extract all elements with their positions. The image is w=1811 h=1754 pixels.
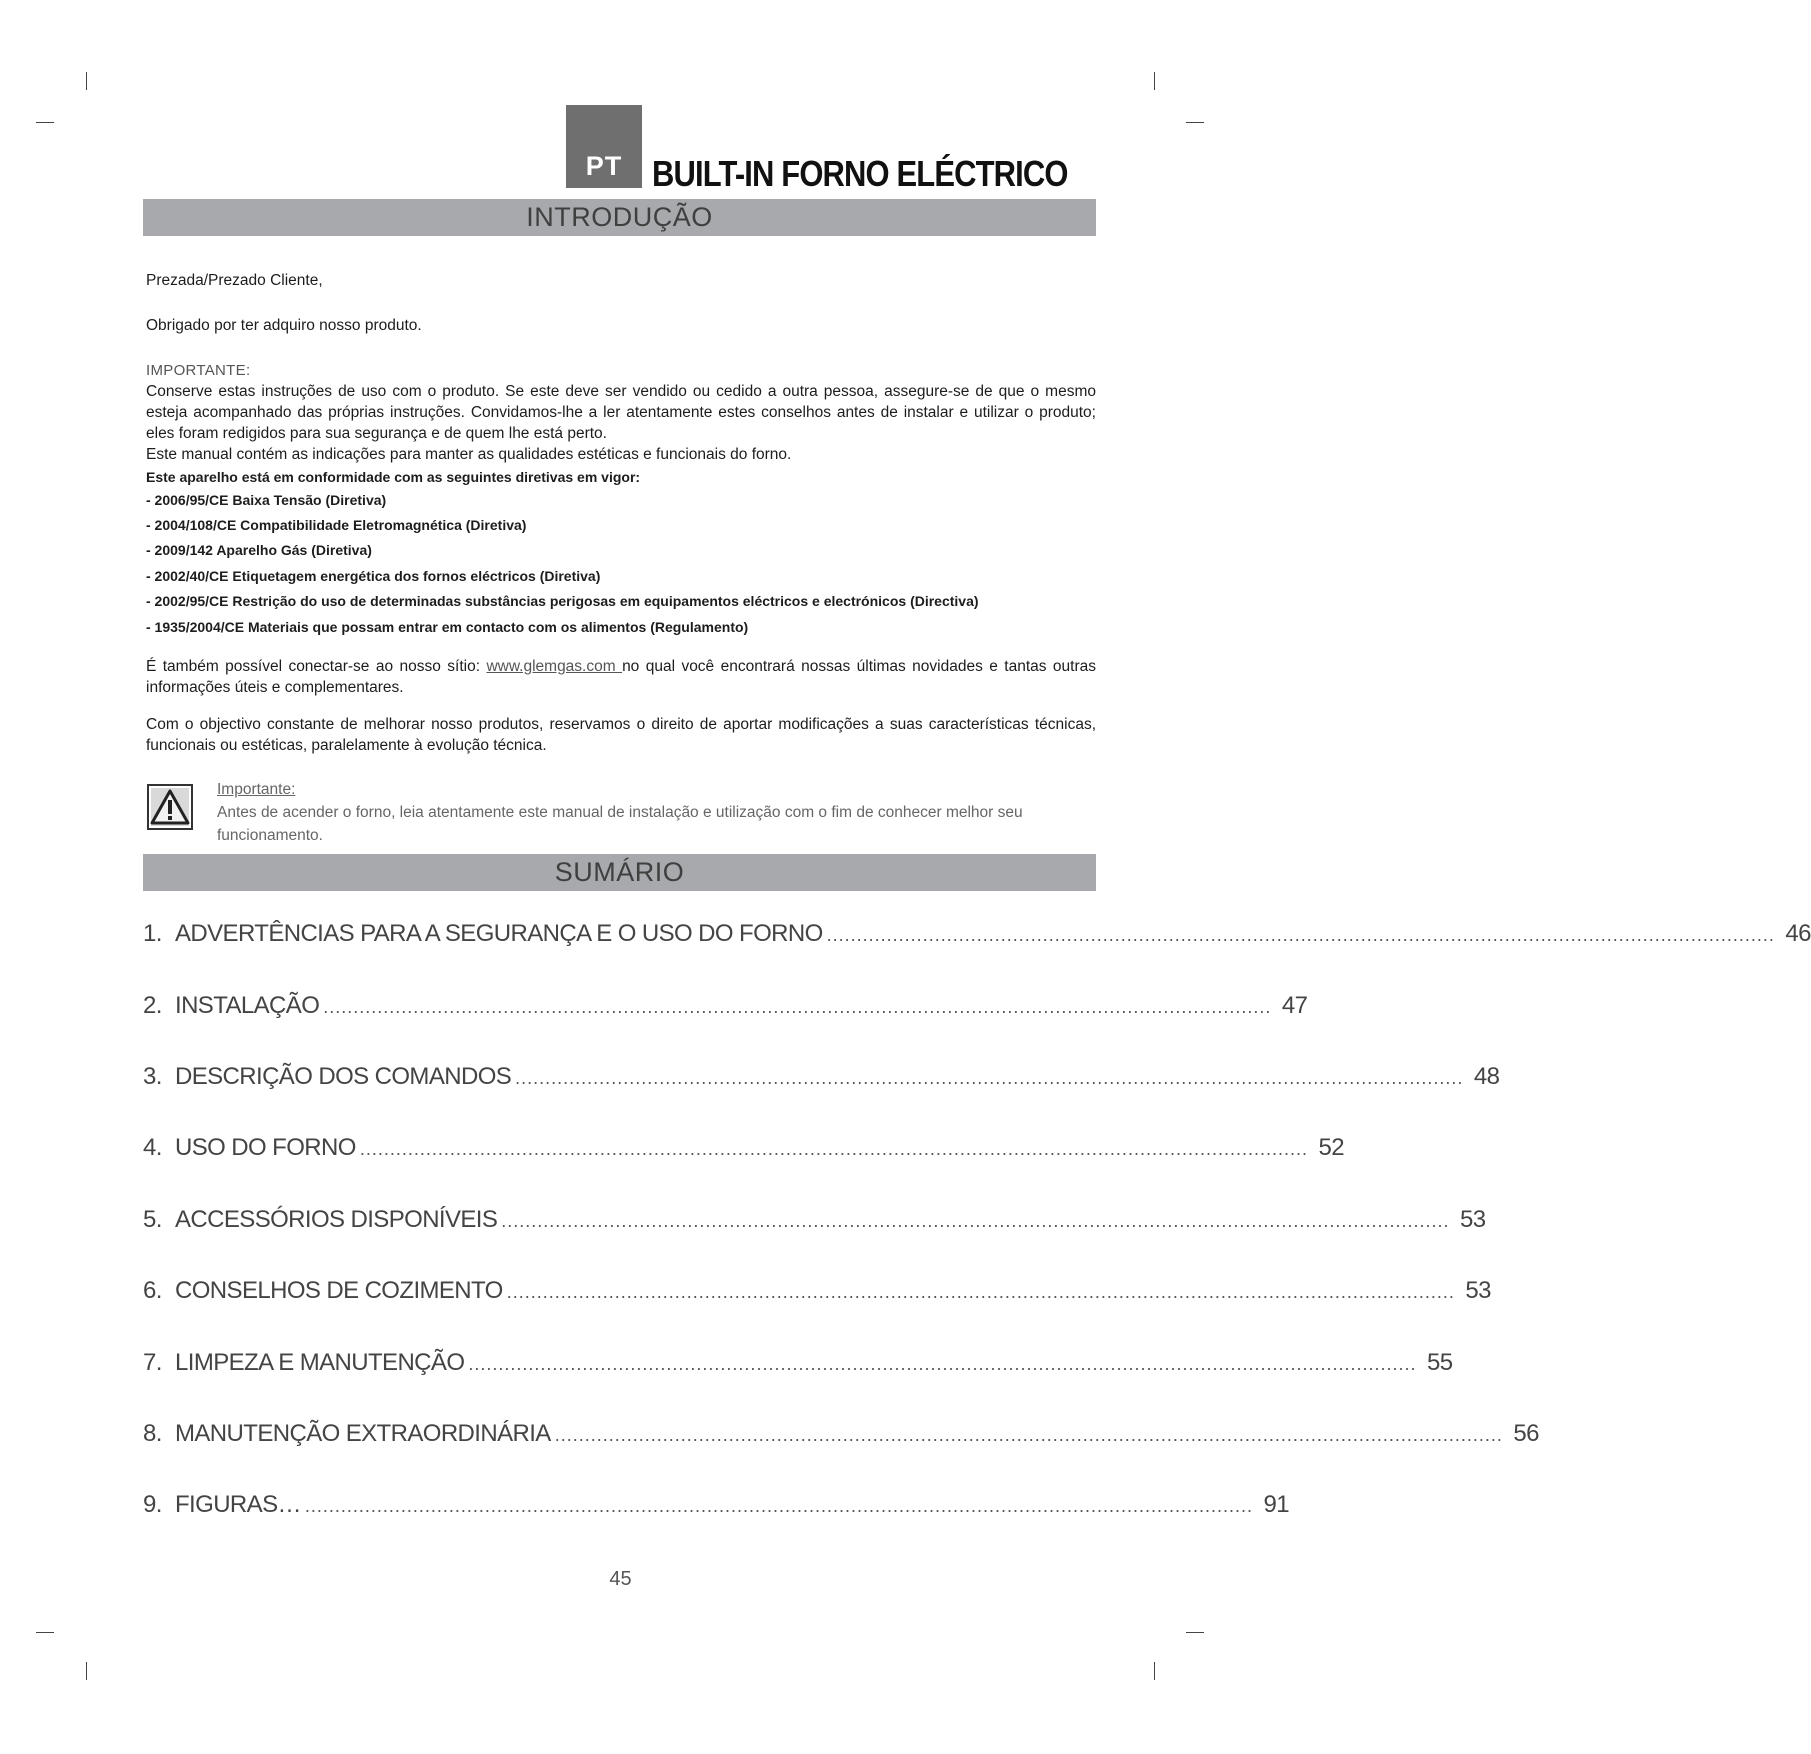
toc-item[interactable] xyxy=(143,1349,1453,1385)
toc-number: 6. xyxy=(143,1277,162,1304)
toc-number: 2. xyxy=(143,992,162,1019)
toc-leader: .............................................................................................................................................................. xyxy=(554,1425,1503,1445)
toc-number: 9. xyxy=(143,1491,162,1518)
toc-page: 91 xyxy=(1263,1491,1290,1518)
crop-mark xyxy=(1186,122,1204,123)
toc-leader: .............................................................................................................................................................. xyxy=(515,1068,1464,1088)
toc-title: DESCRIÇÃO DOS COMANDOS xyxy=(175,1063,512,1090)
warning-body: Antes de acender o forno, leia atentamente este manual de instalação e utilização com o fim de conhecer melhor seu funcionamento. xyxy=(217,804,1023,844)
toc-page: 56 xyxy=(1513,1420,1539,1447)
section-heading-introducao: INTRODUÇÃO xyxy=(143,199,1096,236)
toc-leader: .............................................................................................................................................................. xyxy=(468,1354,1417,1374)
important-text: Conserve estas instruções de uso com o produto. Se este deve ser vendido ou cedido a outra pessoa, assegure-se de que o mesmo esteja acompanhado das próprias instruções. Convidamos-lhe a ler atentamente estes conselhos antes de instalar e utilizar o produto; eles foram redigidos para sua segurança e de quem lhe está perto. xyxy=(146,383,1096,442)
website-link[interactable]: www.glemgas.com xyxy=(486,658,623,675)
directive-item: - 2006/95/CE Baixa Tensão (Diretiva) xyxy=(146,492,387,508)
manual-text: Este manual contém as indicações para manter as qualidades estéticas e funcionais do forno. xyxy=(146,446,792,463)
page-number: 45 xyxy=(609,1568,632,1590)
toc-leader: .............................................................................................................................................................. xyxy=(323,997,1272,1017)
warning-title: Importante: xyxy=(217,781,296,798)
site-text-before: É também possível conectar-se ao nosso sítio: xyxy=(146,658,487,675)
toc-page: 55 xyxy=(1427,1349,1453,1376)
crop-mark xyxy=(1154,1662,1155,1680)
toc-leader: .............................................................................................................................................................. xyxy=(506,1282,1455,1302)
directive-item: - 1935/2004/CE Materiais que possam entrar em contacto com os alimentos (Regulamento) xyxy=(146,619,749,635)
site-text-after: no qual você encontrará nossas últimas novidades e tantas outras informações úteis e complementares. xyxy=(146,658,1096,696)
directive-item: - 2002/40/CE Etiquetagem energética dos fornos eléctricos (Diretiva) xyxy=(146,568,601,584)
improvement-text: Com o objectivo constante de melhorar nosso produtos, reservamos o direito de aportar modificações a suas características técnicas, funcionais ou estéticas, paralelamente à evolução técnica. xyxy=(146,716,1096,754)
toc-title: CONSELHOS DE COZIMENTO xyxy=(175,1277,503,1304)
crop-mark xyxy=(1186,1632,1204,1633)
toc-item[interactable] xyxy=(143,1277,1491,1313)
directive-item: - 2009/142 Aparelho Gás (Diretiva) xyxy=(146,542,372,558)
toc-item[interactable] xyxy=(143,1491,1290,1527)
toc-title: ACCESSÓRIOS DISPONÍVEIS xyxy=(175,1206,498,1233)
toc-leader: .............................................................................................................................................................. xyxy=(359,1139,1308,1159)
toc-number: 4. xyxy=(143,1134,162,1161)
crop-mark xyxy=(86,72,87,90)
thanks-text: Obrigado por ter adquiro nosso produto. xyxy=(146,317,422,334)
toc-number: 1. xyxy=(143,920,162,947)
toc-page: 47 xyxy=(1281,992,1308,1019)
crop-mark xyxy=(36,1632,54,1633)
section-heading-sumario: SUMÁRIO xyxy=(143,854,1096,891)
toc-title: ADVERTÊNCIAS PARA A SEGURANÇA E O USO DO FORNO xyxy=(175,920,823,947)
toc-item[interactable] xyxy=(143,920,1811,956)
toc-page: 53 xyxy=(1459,1206,1486,1233)
warning-text-block xyxy=(217,778,1097,847)
toc-item[interactable] xyxy=(143,992,1308,1028)
toc-item[interactable] xyxy=(143,1420,1539,1456)
warning-note xyxy=(146,778,1098,844)
page-header xyxy=(566,105,1096,194)
document-title: BUILT-IN FORNO ELÉCTRICO xyxy=(652,153,1068,194)
greeting: Prezada/Prezado Cliente, xyxy=(146,272,323,289)
toc-number: 3. xyxy=(143,1063,162,1090)
crop-mark xyxy=(86,1662,87,1680)
crop-mark xyxy=(36,122,54,123)
toc-number: 7. xyxy=(143,1349,162,1376)
site-paragraph xyxy=(146,656,1096,698)
toc-number: 8. xyxy=(143,1420,162,1447)
toc-page: 48 xyxy=(1473,1063,1500,1090)
toc-item[interactable] xyxy=(143,1063,1500,1099)
toc-page: 52 xyxy=(1318,1134,1344,1161)
toc-leader: .............................................................................................................................................................. xyxy=(304,1496,1254,1516)
toc-item[interactable] xyxy=(143,1206,1486,1242)
conformity-text: Este aparelho está em conformidade com as seguintes diretivas em vigor: xyxy=(146,469,641,485)
toc-title: INSTALAÇÃO xyxy=(175,992,320,1019)
toc-title: USO DO FORNO xyxy=(175,1134,356,1161)
toc-title: FIGURAS… xyxy=(175,1491,301,1518)
toc-page: 46 xyxy=(1785,920,1811,947)
toc-leader: .............................................................................................................................................................. xyxy=(826,925,1775,945)
warning-triangle-icon xyxy=(147,784,193,830)
important-label: IMPORTANTE: xyxy=(146,362,251,379)
language-badge: PT xyxy=(566,105,642,188)
toc-title: MANUTENÇÃO EXTRAORDINÁRIA xyxy=(175,1420,551,1447)
directive-item: - 2002/95/CE Restrição do uso de determinadas substâncias perigosas em equipamentos eléctricos e electrónicos (Directiva) xyxy=(146,593,979,609)
directive-item: - 2004/108/CE Compatibilidade Eletromagnética (Diretiva) xyxy=(146,517,527,533)
toc-item[interactable] xyxy=(143,1134,1344,1170)
toc-page: 53 xyxy=(1465,1277,1491,1304)
crop-mark xyxy=(1154,72,1155,90)
toc-leader: .............................................................................................................................................................. xyxy=(501,1211,1450,1231)
toc-number: 5. xyxy=(143,1206,162,1233)
toc-title: LIMPEZA E MANUTENÇÃO xyxy=(175,1349,465,1376)
